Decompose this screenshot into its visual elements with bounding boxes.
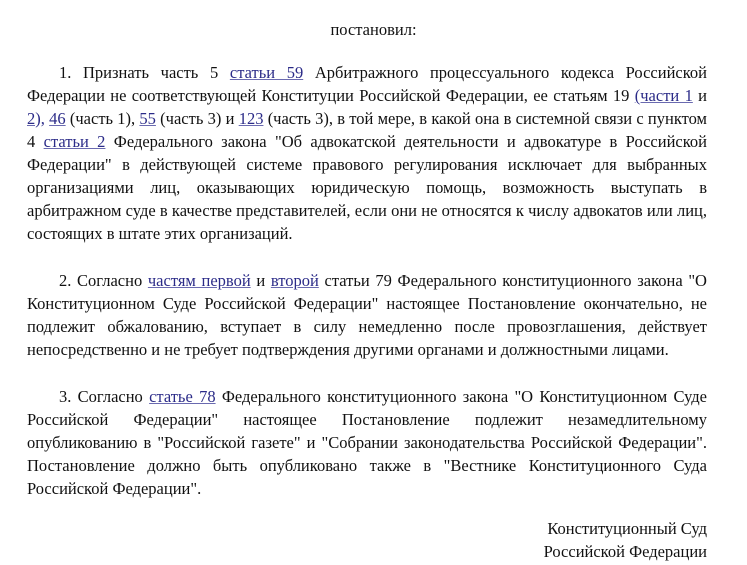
link-article-19-part-2[interactable]: 2), [27, 109, 45, 128]
link-parts-first[interactable]: частям первой [147, 271, 251, 290]
p1-text: 1. Признать часть 5 [59, 63, 230, 82]
p1-text: (часть 3) и [155, 109, 239, 128]
p3-text: Федерального конституционного закона "О Конституционном Суде Российской Федерации" настоящее Постановление подлежит незамедлительному опубликованию в "Российской газете" и "Собрании законодательства Российской Федерации". Постановление должно быть опубликовано также в "Вестнике Конституционного Суда Российской Федерации". [27, 387, 707, 498]
link-article-2[interactable]: статьи 2 [43, 132, 106, 151]
paragraph-3 [27, 385, 707, 500]
p1-text: (часть 1), [65, 109, 140, 128]
link-article-19-part-1[interactable]: (части 1 [634, 86, 693, 105]
p3-text: 3. Согласно [59, 387, 150, 406]
paragraph-1 [27, 61, 707, 245]
link-article-46[interactable]: 46 [49, 109, 66, 128]
p1-text: Арбитражного процессуального кодекса Российской Федерации не соответствующей Конституции Российской Федерации, ее статьям 19 [27, 63, 707, 105]
p2-text: 2. Согласно [59, 271, 148, 290]
paragraph-2 [27, 269, 707, 361]
resolution-heading: постановил: [330, 20, 417, 39]
link-article-59[interactable]: статьи 59 [229, 63, 304, 82]
p2-text: и [250, 271, 271, 290]
link-part-second[interactable]: второй [270, 271, 319, 290]
signature-line-1: Конституционный Суд [547, 519, 707, 538]
p2-text: статьи 79 Федерального конституционного закона "О Конституционном Суде Российской Федерации" настоящее Постановление окончательно, не подлежит обжалованию, вступает в силу немедленно после провозглашения, действует непосредственно и не требует подтверждения другими органами и должностными лицами. [27, 271, 707, 359]
p1-text: Федерального закона "Об адвокатской деятельности и адвокатуре в Российской Федерации" в действующей системе правового регулирования исключает для выбранных организациями лиц, оказывающих юридическую помощь, возможность выступать в арбитражном суде в качестве представителей, если они не относятся к числу адвокатов или лиц, состоящих в штате этих организаций. [27, 132, 708, 243]
link-article-123[interactable]: 123 [238, 109, 264, 128]
signature-block [544, 517, 707, 563]
signature-line-2: Российской Федерации [543, 542, 707, 561]
p1-text: (часть 3), в той мере, в какой она в системной связи с пунктом 4 [27, 109, 707, 151]
link-article-78[interactable]: статье 78 [149, 387, 216, 406]
p1-text: и [692, 86, 707, 105]
link-article-55[interactable]: 55 [139, 109, 156, 128]
